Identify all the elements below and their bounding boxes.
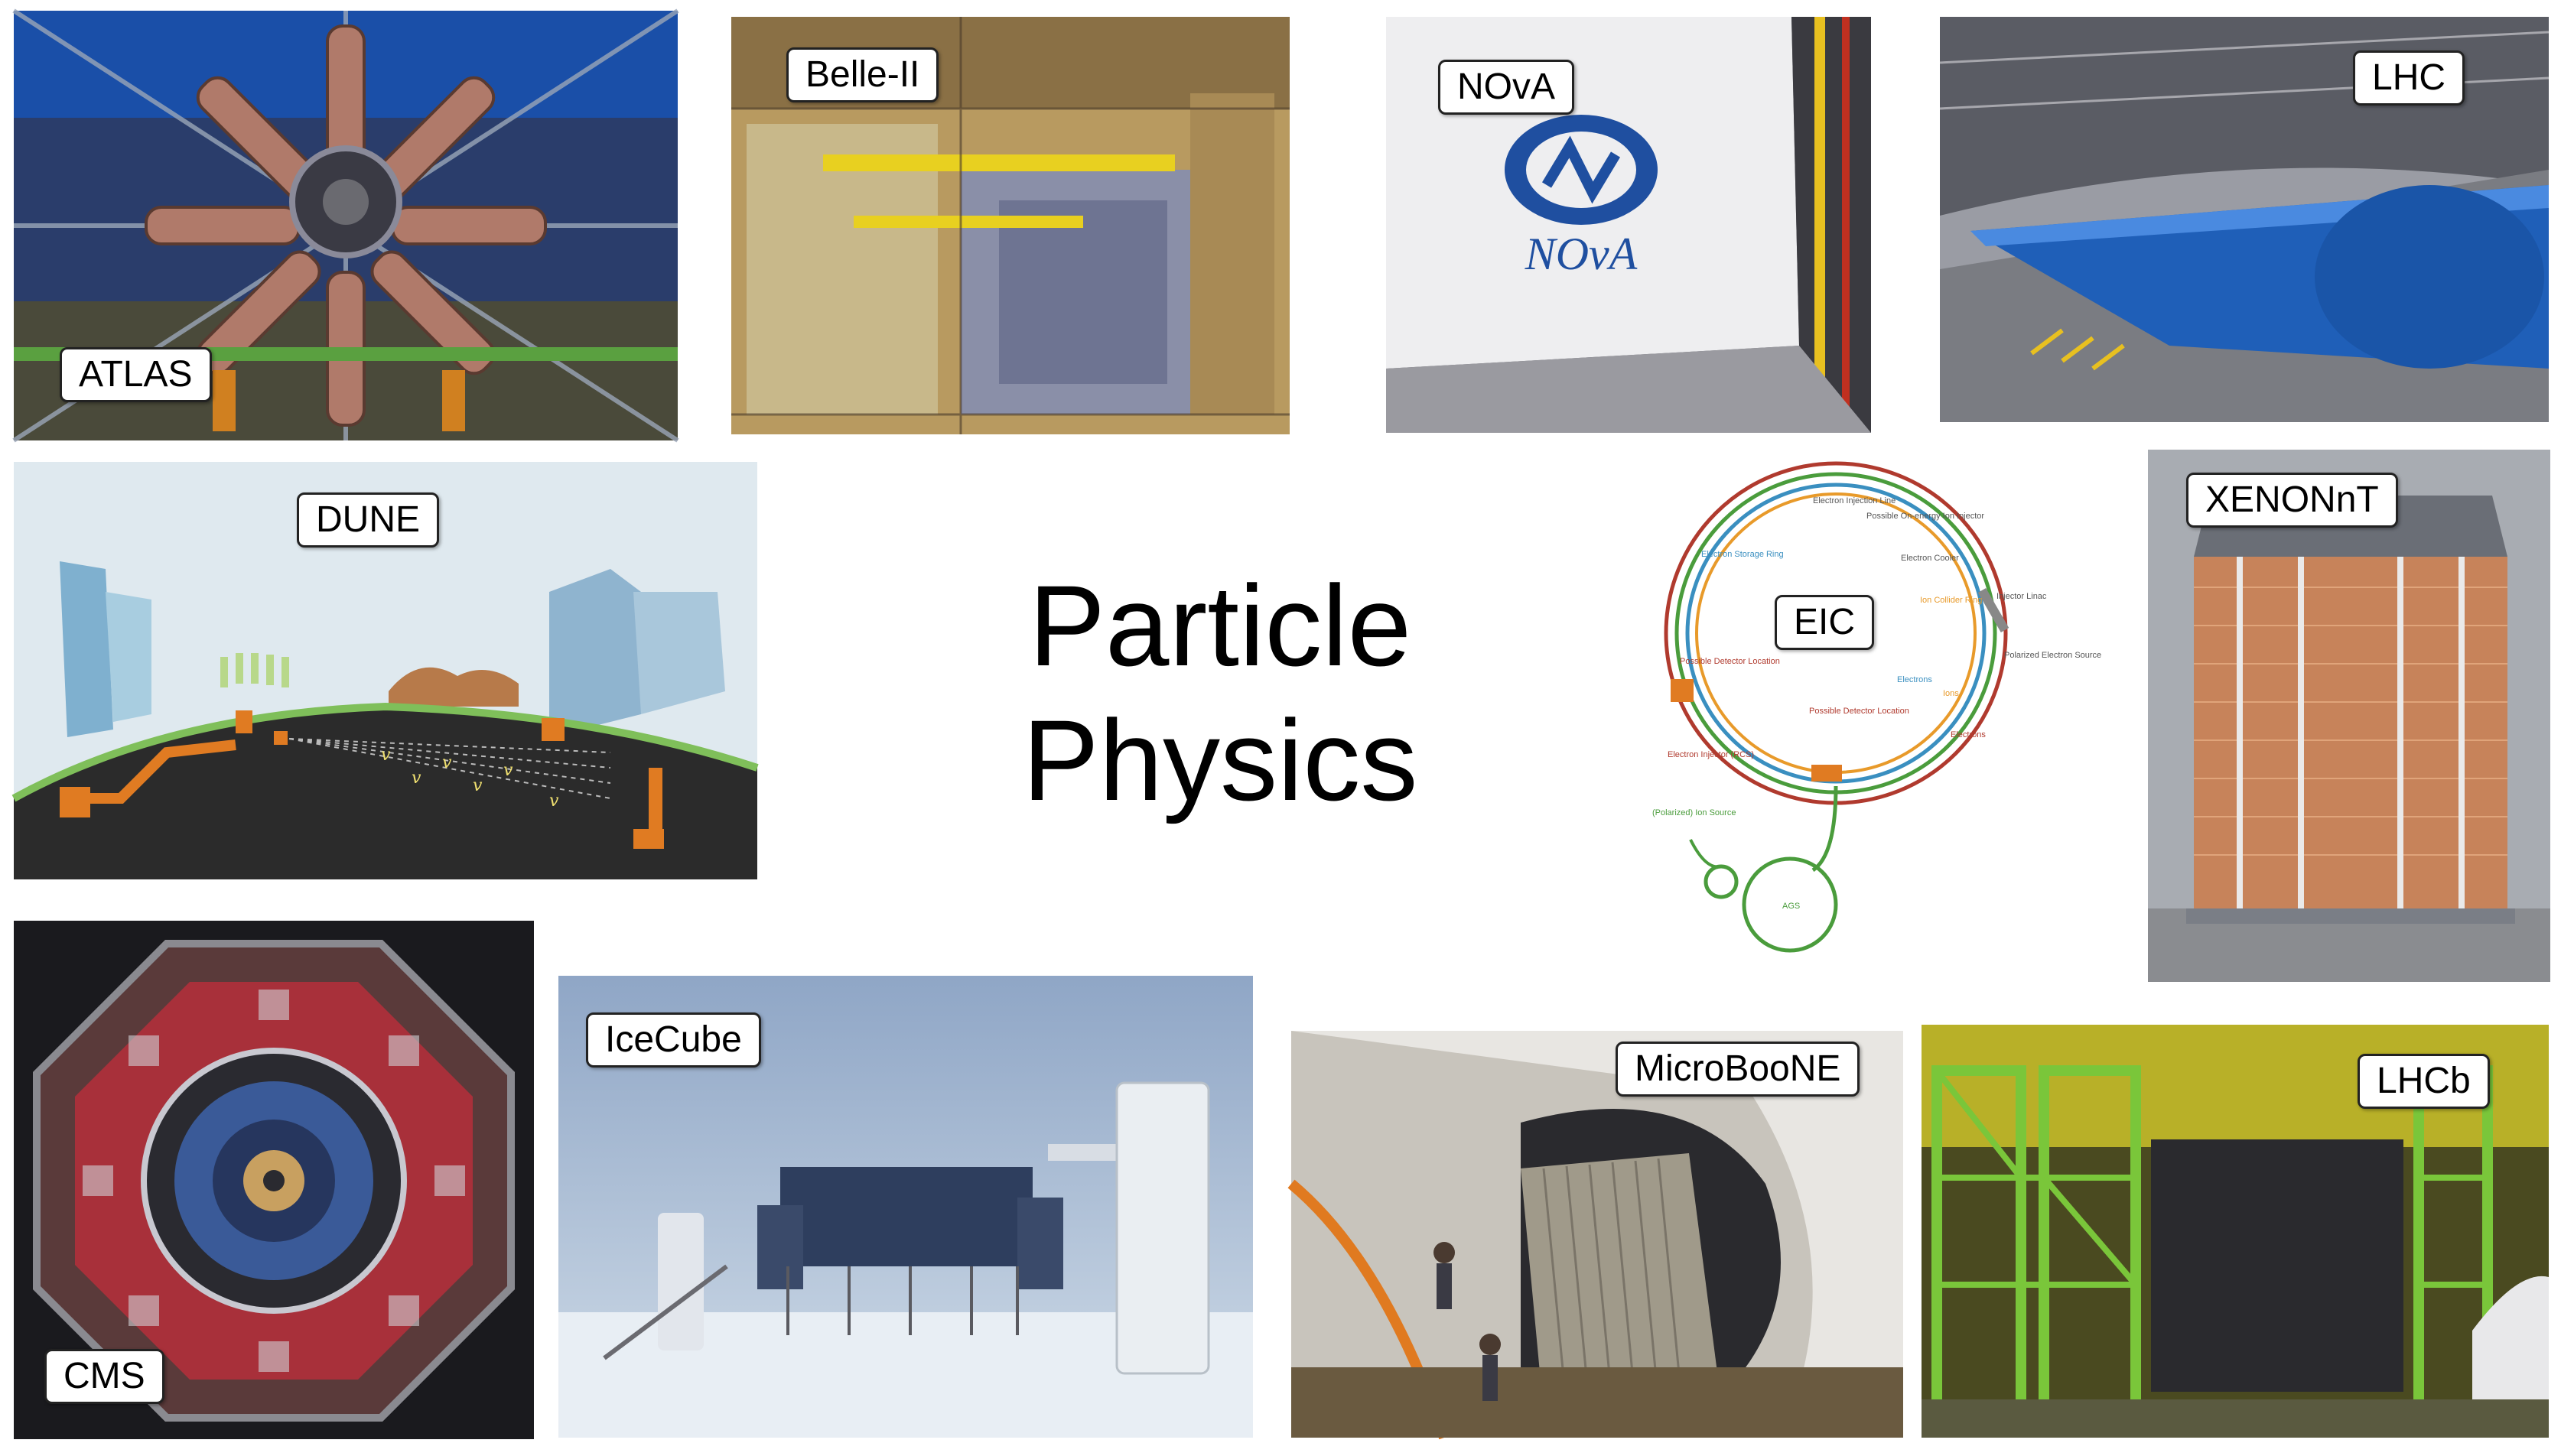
eic-text-injector-linac: Injector Linac <box>1996 592 2047 601</box>
xenonnt-photo <box>2148 450 2550 982</box>
eic-text-possible-detector-1: Possible Detector Location <box>1680 657 1780 666</box>
nova-label: NOvA <box>1438 60 1574 115</box>
eic-text-polarized-ion-source: (Polarized) Ion Source <box>1652 808 1736 817</box>
eic-text-ions: Ions <box>1943 689 1959 698</box>
microboone-photo <box>1291 1031 1903 1438</box>
page-title <box>964 558 1476 827</box>
svg-text:v: v <box>442 753 452 772</box>
svg-text:v: v <box>549 791 559 811</box>
dune-label: DUNE <box>297 492 439 548</box>
eic-text-electron-storage-ring: Electron Storage Ring <box>1701 550 1784 559</box>
dune-illustration <box>14 462 757 879</box>
lhc-label: LHC <box>2353 50 2465 106</box>
icecube-photo <box>558 976 1253 1438</box>
eic-text-electron-injection-line: Electron Injection Line <box>1813 496 1896 505</box>
eic-text-electron-injector-rcs: Electron Injector (RCS) <box>1668 750 1755 759</box>
belle2-photo <box>731 17 1290 434</box>
eic-label: EIC <box>1775 595 1874 650</box>
svg-text:v: v <box>503 761 513 780</box>
atlas-label: ATLAS <box>60 347 212 402</box>
eic-text-electrons-1: Electrons <box>1897 675 1932 684</box>
lhc-photo <box>1940 17 2549 422</box>
icecube-label: IceCube <box>586 1012 761 1068</box>
xenonnt-label: XENONnT <box>2186 473 2398 528</box>
eic-text-electrons-2: Electrons <box>1951 730 1986 739</box>
title-line-2: Physics <box>1022 696 1418 824</box>
eic-text-ags: AGS <box>1782 902 1801 911</box>
eic-text-possible-ion-injector: Possible On-energy Ion Injector <box>1866 512 1985 521</box>
eic-diagram <box>1637 457 2102 960</box>
belle2-label: Belle-II <box>786 47 939 102</box>
eic-text-possible-detector-2: Possible Detector Location <box>1809 707 1909 716</box>
microboone-label: MicroBooNE <box>1616 1042 1860 1097</box>
nova-photo <box>1386 17 1871 433</box>
eic-collider-diagram <box>1637 457 2102 960</box>
atlas-photo <box>14 11 678 440</box>
eic-text-ion-collider-ring: Ion Collider Ring <box>1920 596 1983 605</box>
lhcb-photo <box>1922 1025 2549 1438</box>
svg-text:v: v <box>473 776 483 795</box>
lhcb-label: LHCb <box>2358 1054 2490 1109</box>
cms-label: CMS <box>44 1349 164 1404</box>
nova-logo-text: NOvA <box>1525 229 1638 279</box>
eic-text-polarized-electron-source: Polarized Electron Source <box>2004 651 2102 660</box>
svg-text:v: v <box>381 746 391 765</box>
title-line-1: Particle <box>1028 561 1412 690</box>
eic-text-electron-cooler: Electron Cooler <box>1901 554 1959 563</box>
svg-text:v: v <box>412 769 421 788</box>
cms-photo <box>14 921 534 1439</box>
xenonnt-tpc-image <box>2148 450 2550 982</box>
